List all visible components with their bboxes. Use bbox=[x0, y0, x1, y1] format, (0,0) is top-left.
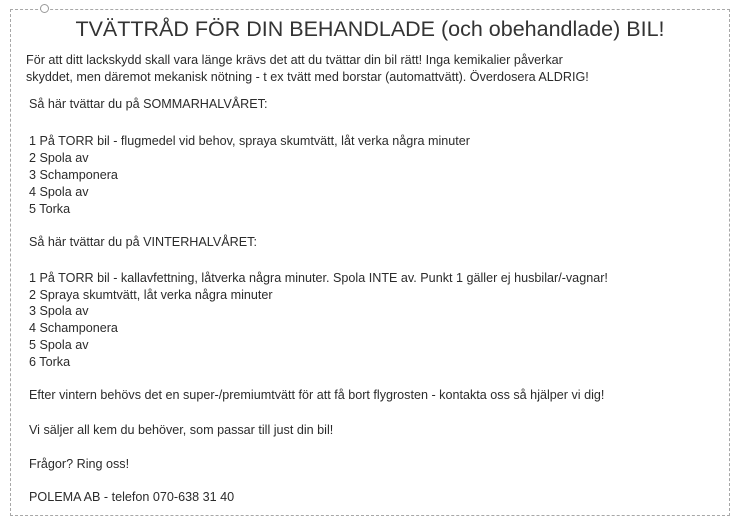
winter-step: 4 Schamponera bbox=[29, 321, 118, 335]
winter-step: 3 Spola av bbox=[29, 304, 89, 318]
summer-step: 2 Spola av bbox=[29, 151, 89, 165]
page-title: TVÄTTRÅD FÖR DIN BEHANDLADE (och obehandlade) BIL! bbox=[75, 17, 665, 41]
after-winter-note: Efter vintern behövs det en super-/premiumtvätt för att få bort flygrosten - kontakta oss så hjälper vi dig! bbox=[29, 388, 605, 402]
intro-text bbox=[26, 52, 726, 86]
summer-step: 3 Schamponera bbox=[29, 168, 118, 182]
winter-step: 5 Spola av bbox=[29, 338, 89, 352]
summer-step: 4 Spola av bbox=[29, 185, 89, 199]
winter-heading: Så här tvättar du på VINTERHALVÅRET: bbox=[29, 235, 257, 249]
winter-step: 2 Spraya skumtvätt, låt verka några minuter bbox=[29, 288, 273, 302]
products-note: Vi säljer all kem du behöver, som passar till just din bil! bbox=[29, 423, 334, 437]
resize-handle[interactable] bbox=[40, 4, 49, 13]
intro-line-1: För att ditt lackskydd skall vara länge krävs det att du tvättar din bil rätt! Inga kemikalier påverkar bbox=[26, 53, 563, 67]
intro-line-2: skyddet, men däremot mekanisk nötning - t ex tvätt med borstar (automattvätt). Överdosera ALDRIG! bbox=[26, 70, 589, 84]
winter-step: 1 På TORR bil - kallavfettning, låtverka några minuter. Spola INTE av. Punkt 1 gäller ej husbilar/-vagnar! bbox=[29, 271, 608, 285]
summer-step: 1 På TORR bil - flugmedel vid behov, spraya skumtvätt, låt verka några minuter bbox=[29, 134, 470, 148]
winter-step: 6 Torka bbox=[29, 355, 71, 369]
summer-heading: Så här tvättar du på SOMMARHALVÅRET: bbox=[29, 97, 268, 111]
summer-step: 5 Torka bbox=[29, 202, 71, 216]
questions-note: Frågor? Ring oss! bbox=[29, 457, 130, 471]
contact-line: POLEMA AB - telefon 070-638 31 40 bbox=[29, 490, 235, 504]
